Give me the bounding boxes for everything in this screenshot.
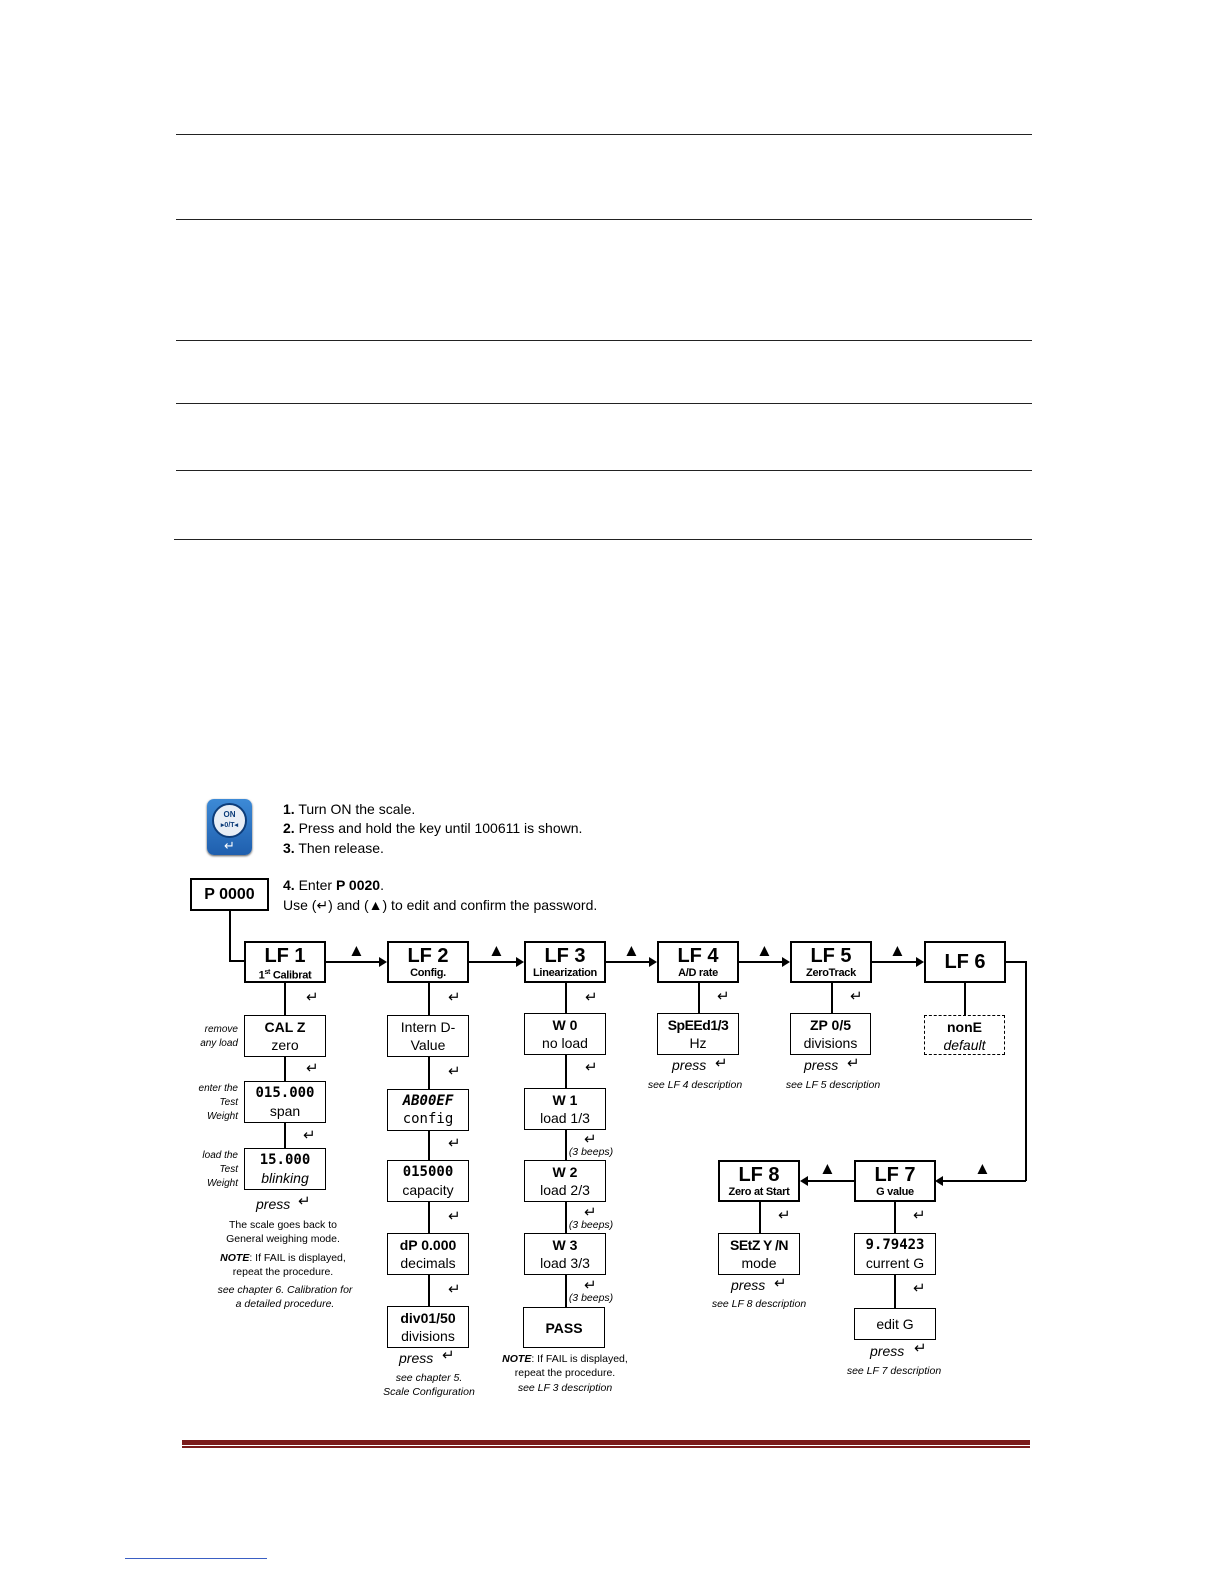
lf1-fail-note: NOTE: If FAIL is displayed, repeat the procedure. bbox=[220, 1252, 346, 1278]
lf7-step-edit-g: edit G bbox=[854, 1308, 936, 1340]
key-enter-glyph: ↵ bbox=[224, 838, 235, 853]
enter-key-icon: ↵ bbox=[306, 989, 319, 1006]
up-key-icon: ▲ bbox=[756, 941, 773, 960]
menu-lf5: LF 5 ZeroTrack bbox=[790, 941, 872, 983]
connector-password bbox=[229, 911, 231, 961]
key-on-label: ON bbox=[223, 810, 236, 819]
lf8-see-note: see LF 8 description bbox=[711, 1298, 807, 1310]
lf1-back-note: The scale goes back to General weighing mode. bbox=[226, 1219, 340, 1245]
rule-2 bbox=[176, 219, 1032, 220]
lf4-press: press bbox=[672, 1057, 707, 1073]
up-key-icon: ▲ bbox=[488, 941, 505, 960]
enter-key-icon: ↵ bbox=[585, 989, 598, 1006]
menu-lf7: LF 7 G value bbox=[854, 1160, 936, 1202]
key-zero-tare-label: ▸0/T◂ bbox=[220, 822, 239, 829]
menu-lf1-sub: 1st Calibrat bbox=[258, 969, 312, 982]
up-key-icon: ▲ bbox=[819, 1159, 836, 1178]
menu-lf1 bbox=[244, 941, 326, 983]
arrow-lf1-lf2 bbox=[326, 961, 379, 963]
lf2-press: press bbox=[399, 1350, 434, 1366]
lf2-step-divisions: div01/50 divisions bbox=[387, 1306, 469, 1348]
enter-key-icon: ↵ bbox=[442, 1347, 455, 1364]
enter-key-icon: ↵ bbox=[715, 1055, 728, 1072]
lf3-step-w3: W 3 load 3/3 bbox=[524, 1233, 606, 1275]
enter-key-icon: ↵ bbox=[448, 989, 461, 1006]
lf2-see-note: see chapter 5. Scale Configuration bbox=[383, 1372, 475, 1398]
instruction-step-4-detail: Use (↵) and (▲) to edit and confirm the password. bbox=[283, 897, 598, 913]
enter-key-icon: ↵ bbox=[448, 1208, 461, 1225]
instruction-step-3: 3. Then release. bbox=[283, 840, 384, 856]
lf5-see-note: see LF 5 description bbox=[785, 1079, 881, 1091]
arrow-lf4-lf5 bbox=[739, 961, 782, 963]
enter-key-icon: ↵ bbox=[448, 1063, 461, 1080]
lf1-step-blinking: 15.000 blinking bbox=[244, 1148, 326, 1190]
lf8-press: press bbox=[731, 1277, 766, 1293]
enter-key-icon: ↵ bbox=[913, 1207, 926, 1224]
lf3-fail-note: NOTE: If FAIL is displayed, repeat the procedure. bbox=[502, 1353, 628, 1379]
instruction-step-1: 1. Turn ON the scale. bbox=[283, 801, 416, 817]
loop-to-lf7 bbox=[943, 1180, 1026, 1182]
lf4-see-note: see LF 4 description bbox=[647, 1079, 743, 1091]
enter-key-icon: ↵ bbox=[584, 1131, 597, 1148]
enter-key-icon: ↵ bbox=[306, 1060, 319, 1077]
enter-key-icon: ↵ bbox=[778, 1207, 791, 1224]
lf2-step-decimals: dP 0.000 decimals bbox=[387, 1233, 469, 1275]
lf3-step-w2: W 2 load 2/3 bbox=[524, 1160, 606, 1202]
up-key-icon: ▲ bbox=[348, 941, 365, 960]
enter-key-icon: ↵ bbox=[585, 1059, 598, 1076]
instruction-step-2: 2. Press and hold the key until 100611 is shown. bbox=[283, 820, 583, 836]
lf8-step-setz: SEtZ Y /N mode bbox=[718, 1233, 800, 1275]
lf3-step-pass: PASS bbox=[523, 1307, 605, 1348]
footer-link-underline bbox=[125, 1558, 267, 1559]
lf1-side-note-2: enter the Test Weight bbox=[198, 1083, 238, 1122]
arrow-lf3-lf4 bbox=[606, 961, 649, 963]
footer-rule-thin bbox=[182, 1446, 1030, 1448]
on-zero-tare-key-icon bbox=[207, 799, 252, 855]
loop-lf6-right bbox=[1006, 961, 1026, 963]
lf1-side-note-1: remove any load bbox=[200, 1024, 238, 1049]
lf3-beeps-1: (3 beeps) bbox=[568, 1146, 614, 1158]
lf1-press: press bbox=[256, 1196, 291, 1212]
up-key-icon: ▲ bbox=[623, 941, 640, 960]
lf2-step-value: Intern D- Value bbox=[387, 1015, 469, 1057]
lf5-press: press bbox=[804, 1057, 839, 1073]
lf3-step-w1: W 1 load 1/3 bbox=[524, 1088, 606, 1130]
enter-key-icon: ↵ bbox=[913, 1280, 926, 1297]
loop-lf6-down bbox=[1025, 961, 1027, 1181]
lf3-beeps-3: (3 beeps) bbox=[568, 1292, 614, 1304]
arrow-lf5-lf6 bbox=[872, 961, 916, 963]
enter-key-icon: ↵ bbox=[584, 1204, 597, 1221]
rule-6 bbox=[174, 539, 1032, 540]
lf1-step-span: 015.000 span bbox=[244, 1081, 326, 1123]
enter-key-icon: ↵ bbox=[303, 1127, 316, 1144]
lf2-step-config: AB00EF config bbox=[387, 1089, 469, 1131]
enter-key-icon: ↵ bbox=[774, 1275, 787, 1292]
password-display: P 0000 bbox=[190, 878, 269, 911]
arrow-lf2-lf3 bbox=[469, 961, 516, 963]
lf1-side-note-3: load the Test Weight bbox=[202, 1150, 238, 1189]
lf1-see-note: see chapter 6. Calibration for a detailed procedure. bbox=[217, 1284, 353, 1310]
lf4-step-speed: SpEEd1/3 Hz bbox=[657, 1013, 739, 1055]
menu-lf3: LF 3 Linearization bbox=[524, 941, 606, 983]
rule-3 bbox=[176, 340, 1032, 341]
lf5-step-zp: ZP 0/5 divisions bbox=[790, 1013, 871, 1055]
arrow-lf7-lf8 bbox=[808, 1180, 854, 1182]
connector-password-h bbox=[229, 960, 244, 962]
enter-key-icon: ↵ bbox=[448, 1135, 461, 1152]
menu-lf2: LF 2 Config. bbox=[387, 941, 469, 983]
menu-lf8: LF 8 Zero at Start bbox=[718, 1160, 800, 1202]
lf7-press: press bbox=[870, 1343, 905, 1359]
lf3-see-note: see LF 3 description bbox=[517, 1382, 613, 1394]
lf6-step-none: nonE default bbox=[924, 1015, 1005, 1055]
footer-rule bbox=[182, 1440, 1030, 1445]
rule-5 bbox=[176, 470, 1032, 471]
rule-4 bbox=[176, 403, 1032, 404]
lf7-see-note: see LF 7 description bbox=[846, 1365, 942, 1377]
up-key-icon: ▲ bbox=[889, 941, 906, 960]
lf7-step-current-g: 9.79423 current G bbox=[854, 1233, 936, 1275]
key-circle bbox=[212, 803, 247, 838]
enter-key-icon: ↵ bbox=[717, 988, 730, 1005]
menu-lf6: LF 6 bbox=[924, 941, 1006, 983]
enter-key-icon: ↵ bbox=[847, 1055, 860, 1072]
lf2-step-capacity: 015000 capacity bbox=[387, 1160, 469, 1202]
enter-key-icon: ↵ bbox=[914, 1340, 927, 1357]
menu-lf1-title: LF 1 bbox=[264, 945, 306, 967]
lf3-beeps-2: (3 beeps) bbox=[568, 1219, 614, 1231]
menu-lf4: LF 4 A/D rate bbox=[657, 941, 739, 983]
instruction-step-4: 4. Enter P 0020. bbox=[283, 877, 384, 893]
enter-key-icon: ↵ bbox=[298, 1193, 311, 1210]
up-key-icon: ▲ bbox=[974, 1159, 991, 1178]
lf3-step-w0: W 0 no load bbox=[524, 1013, 606, 1055]
lf1-step-zero: CAL Z zero bbox=[244, 1015, 326, 1057]
enter-key-icon: ↵ bbox=[850, 988, 863, 1005]
enter-key-icon: ↵ bbox=[448, 1281, 461, 1298]
rule-1 bbox=[176, 134, 1032, 135]
enter-key-icon: ↵ bbox=[584, 1277, 597, 1294]
